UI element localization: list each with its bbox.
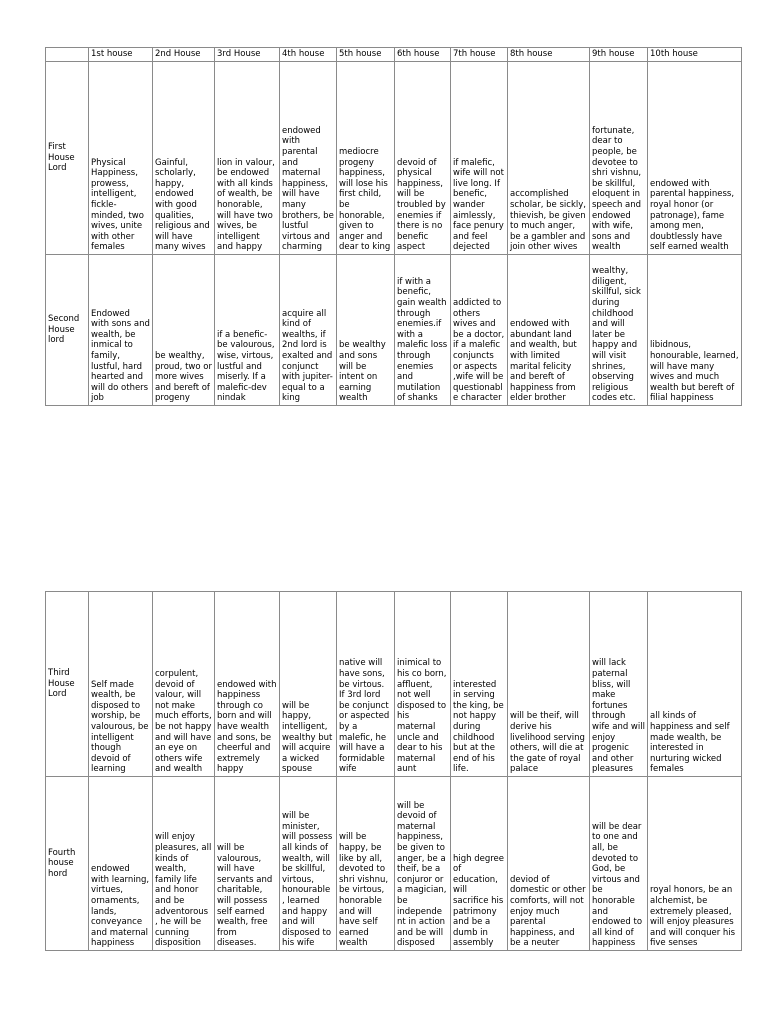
row-label: Third House Lord	[46, 592, 89, 777]
table-cell: will be happy, intelligent, wealthy but will acquire a wicked spouse	[280, 592, 337, 777]
table-cell: accomplished scholar, be sickly, thievish, be given to much anger, be a gambler and join other wives	[508, 62, 590, 255]
table-cell: Physical Happiness, prowess, intelligent, fickle-minded, two wives, unite with other females	[89, 62, 153, 255]
table-cell: endowed with happiness through co born and will have wealth and sons, be cheerful and extremely happy	[215, 592, 280, 777]
table-cell: will be devoid of maternal happiness, be given to anger, be a theif, be a conjuror or a magician, be independe nt in action and be will disposed	[395, 777, 451, 951]
table-cell: Gainful, scholarly, happy, endowed with good qualities, religious and will have many wives	[153, 62, 215, 255]
table-cell: libidnous, honourable, learned, will have many wives and much wealth but bereft of filial happiness	[648, 255, 742, 406]
header-cell: 8th house	[508, 48, 590, 62]
header-cell: 2nd House	[153, 48, 215, 62]
header-cell: 6th house	[395, 48, 451, 62]
table-cell: Self made wealth, be disposed to worship, be valourous, be intelligent though devoid of learning	[89, 592, 153, 777]
row-label: Fourth house hord	[46, 777, 89, 951]
table-cell: endowed with learning, virtues, ornaments, lands, conveyance and maternal happiness	[89, 777, 153, 951]
header-cell: 7th house	[451, 48, 508, 62]
table-cell: if with a benefic, gain wealth through enemies.if with a malefic loss through enemies and mutilation of shanks	[395, 255, 451, 406]
table-cell: native will have sons, be virtous. If 3rd lord be conjunct or aspected by a malefic, he will have a formidable wife	[337, 592, 395, 777]
table-row	[46, 592, 742, 777]
table-cell: deviod of domestic or other comforts, will not enjoy much parental happiness, and be a neuter	[508, 777, 590, 951]
table-cell: will be valourous, will have servants and charitable, will possess self earned wealth, free from diseases.	[215, 777, 280, 951]
table-cell: high degree of education, will sacrifice his patrimony and be a dumb in assembly	[451, 777, 508, 951]
header-cell: 1st house	[89, 48, 153, 62]
table-cell: devoid of physical happiness, will be troubled by enemies if there is no benefic aspect	[395, 62, 451, 255]
table-row	[46, 777, 742, 951]
table-cell: be wealthy, proud, two or more wives and bereft of progeny	[153, 255, 215, 406]
table-cell: addicted to others wives and be a doctor, if a malefic conjuncts or aspects ,wife will be questionable character	[451, 255, 508, 406]
table-cell: interested in serving the king, be not happy during childhood but at the end of his life.	[451, 592, 508, 777]
table-cell: wealthy, diligent, skillful, sick during childhood and will later be happy and will visit shrines, observing religious codes etc.	[590, 255, 648, 406]
header-cell: 5th house	[337, 48, 395, 62]
row-label: Second House lord	[46, 255, 89, 406]
table-cell: endowed with abundant land and wealth, but with limited marital felicity and bereft of happiness from elder brother	[508, 255, 590, 406]
table-cell: endowed with parental happiness, royal honor (or patronage), fame among men, doubtlessly have self earned wealth	[648, 62, 742, 255]
table-cell: royal honors, be an alchemist, be extremely pleased, will enjoy pleasures and will conquer his five senses	[648, 777, 742, 951]
row-label: First House Lord	[46, 62, 89, 255]
table-cell: will be happy, be like by all, devoted to shri vishnu, be virtous, honorable and will have self earned wealth	[337, 777, 395, 951]
header-cell: 9th house	[590, 48, 648, 62]
table-cell: if malefic, wife will not live long. If benefic, wander aimlessly, face penury and feel dejected	[451, 62, 508, 255]
table-cell: corpulent, devoid of valour, will not make much efforts, be not happy and will have an eye on others wife and wealth	[153, 592, 215, 777]
corner-cell	[46, 48, 89, 62]
table-cell: inimical to his co born, affluent, not well disposed to his maternal uncle and dear to his maternal aunt	[395, 592, 451, 777]
table-cell: Endowed with sons and wealth, be inmical to family, lustful, hard hearted and will do others job	[89, 255, 153, 406]
table-cell: will be theif, will derive his livelihood serving others, will die at the gate of royal palace	[508, 592, 590, 777]
table-cell: be wealthy and sons will be intent on earning wealth	[337, 255, 395, 406]
house-lord-table-bottom	[45, 591, 742, 951]
table-cell: will be dear to one and all, be devoted to God, be virtous and be honorable and endowed to all kind of happiness	[590, 777, 648, 951]
table-cell: fortunate, dear to people, be devotee to shri vishnu, be skillful, eloquent in speech and endowed with wife, sons and wealth	[590, 62, 648, 255]
table-row	[46, 62, 742, 255]
table-cell: will lack paternal bliss, will make fortunes through wife and will enjoy progenic and other pleasures	[590, 592, 648, 777]
table-cell: endowed with parental and maternal happiness, will have many brothers, be lustful virtous and charming	[280, 62, 337, 255]
table-cell: if a benefic-be valourous, wise, virtous, lustful and miserly. If a malefic-dev nindak	[215, 255, 280, 406]
table-cell: will be minister, will possess all kinds of wealth, will be skillful, virtous, honourable , learned and happy and will disposed to his wife	[280, 777, 337, 951]
header-cell: 10th house	[648, 48, 742, 62]
table-cell: all kinds of happiness and self made wealth, be interested in nurturing wicked females	[648, 592, 742, 777]
table-cell: lion in valour, be endowed with all kinds of wealth, be honorable, will have two wives, be intelligent and happy	[215, 62, 280, 255]
header-cell: 3rd House	[215, 48, 280, 62]
table-row	[46, 255, 742, 406]
table-cell: mediocre progeny happiness, will lose his first child, be honorable, given to anger and dear to king	[337, 62, 395, 255]
header-row	[46, 48, 742, 62]
table-cell: acquire all kind of wealths, if 2nd lord is exalted and conjunct with jupiter-equal to a king	[280, 255, 337, 406]
table-cell: will enjoy pleasures, all kinds of wealth, family life and honor and be adventorous , he will be cunning disposition	[153, 777, 215, 951]
header-cell: 4th house	[280, 48, 337, 62]
house-lord-table-top	[45, 47, 742, 406]
